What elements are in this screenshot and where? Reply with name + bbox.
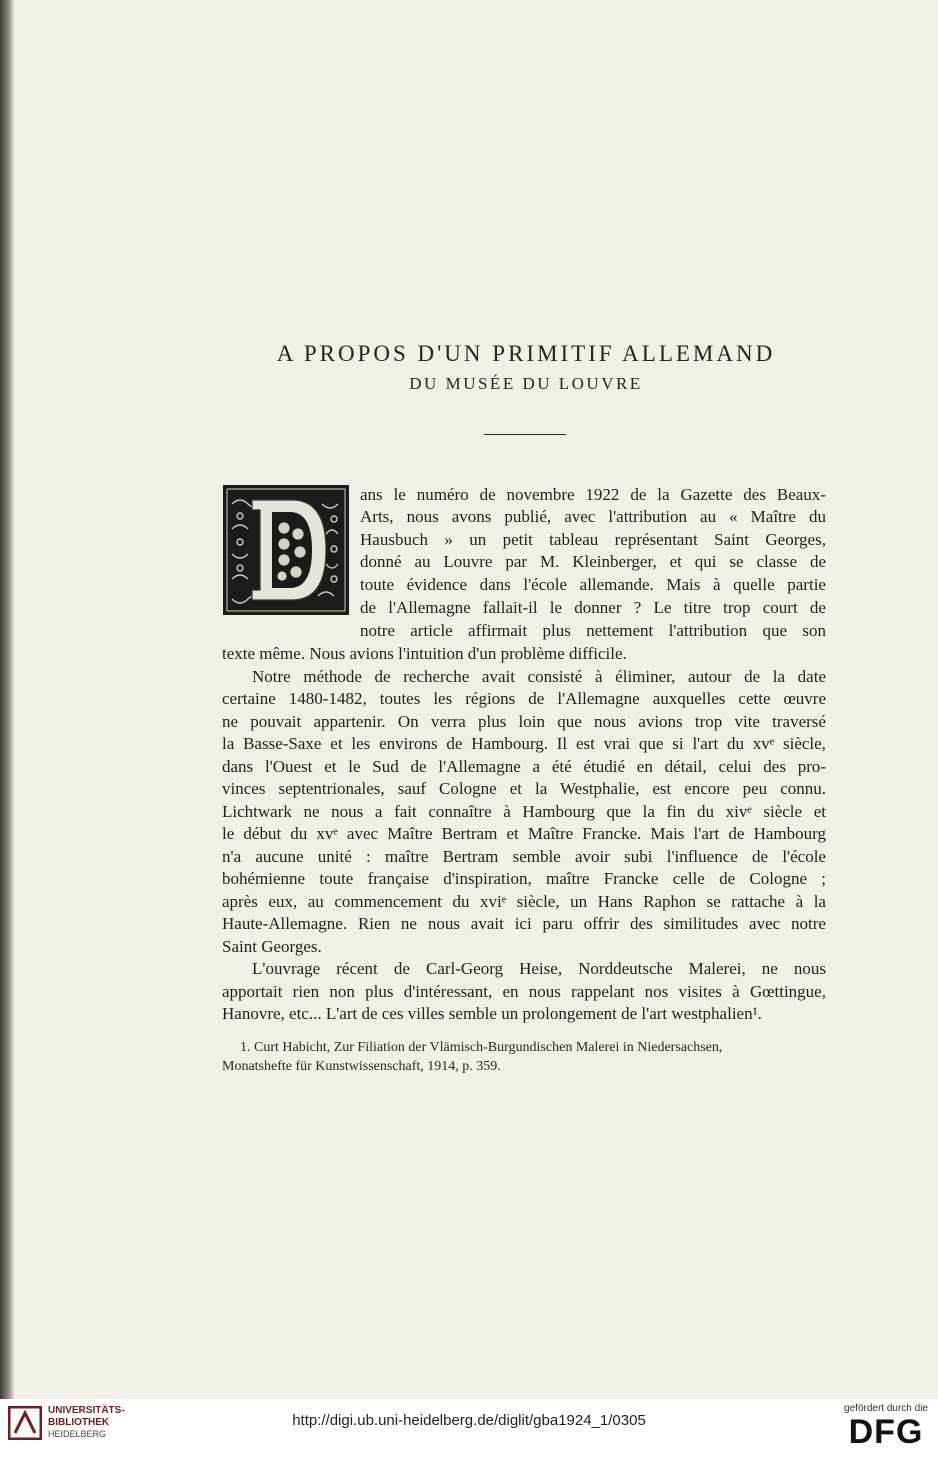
body-line: Notre méthode de recherche avait consisté à éliminer, autour de la date: [252, 667, 827, 686]
body-line: la Basse-Saxe et les environs de Hambourg. Il est vrai que si l'art du xvᵉ siècle,: [222, 734, 826, 753]
body-line: L'ouvrage récent de Carl-Georg Heise, Norddeutsche Malerei, ne nous: [252, 959, 826, 978]
body-line: vinces septentrionales, sauf Cologne et la Westphalie, est encore peu connu.: [222, 779, 826, 798]
title-rule: [484, 434, 566, 435]
body-line: texte même. Nous avions l'intuition d'un problème difficile.: [222, 644, 627, 663]
body-line: Hanovre, etc... L'art de ces villes semble un prolongement de l'art westphalien¹.: [222, 1004, 762, 1023]
dfg-logo: DFG: [848, 1413, 924, 1451]
body-line: Hausbuch » un petit tableau représentant Saint Georges,: [360, 530, 826, 549]
sponsor-caption: gefördert durch die: [844, 1403, 928, 1414]
body-line: le début du xvᵉ avec Maître Bertram et Maître Francke. Mais l'art de Hambourg: [222, 824, 826, 843]
footnote-line: Monatshefte für Kunstwissenschaft, 1914, p. 359.: [222, 1059, 501, 1074]
body-line: apportait rien non plus d'intéressant, en nous rappelant nos visites à Gœttingue,: [222, 982, 826, 1001]
drop-cap-ornament: [222, 484, 350, 616]
body-line: de l'Allemagne fallait-il le donner ? Le titre trop court de: [360, 598, 826, 617]
body-line: Arts, nous avons publié, avec l'attribution au « Maître du: [360, 507, 827, 526]
viewer-footer-bar: [0, 1399, 938, 1469]
body-line: donné au Louvre par M. Kleinberger, et qui se classe de: [360, 552, 826, 571]
article-title: A PROPOS D'UN PRIMITIF ALLEMAND: [276, 341, 776, 366]
permalink-url[interactable]: http://digi.ub.uni-heidelberg.de/diglit/gba1924_1/0305: [292, 1412, 646, 1429]
body-line: après eux, au commencement du xviᵉ siècle, un Hans Raphon se rattache à la: [222, 892, 826, 911]
library-name-line3: HEIDELBERG: [48, 1429, 107, 1439]
body-line: dans l'Ouest et le Sud de l'Allemagne a été étudié en détail, celui des pro-: [222, 757, 827, 776]
body-line: n'a aucune unité : maître Bertram semble avoir subi l'influence de l'école: [222, 847, 826, 866]
body-line: ans le numéro de novembre 1922 de la Gazette des Beaux-: [360, 485, 826, 504]
body-line: Saint Georges.: [222, 937, 322, 956]
body-line: certaine 1480-1482, toutes les régions de l'Allemagne auxquelles cette œuvre: [222, 689, 827, 708]
body-line: Lichtwark ne nous a fait connaître à Hambourg que la fin du xivᵉ siècle et: [222, 802, 826, 821]
body-line: toute évidence dans l'école allemande. Mais à quelle partie: [360, 575, 826, 594]
body-line: notre article affirmait plus nettement l'attribution que son: [360, 621, 827, 640]
article-subtitle: DU MUSÉE DU LOUVRE: [409, 374, 643, 393]
body-line: ne pouvait appartenir. On verra plus loin que nous avions trop vite traversé: [222, 712, 826, 731]
sponsor-logo[interactable]: [844, 1403, 928, 1450]
footnote-line: 1. Curt Habicht, Zur Filiation der Vlämisch-Burgundischen Malerei in Niedersachsen,: [240, 1040, 723, 1055]
library-name-line2: BIBLIOTHEK: [48, 1417, 110, 1428]
body-line: Haute-Allemagne. Rien ne nous avait ici paru offrir des similitudes avec notre: [222, 914, 826, 933]
body-line: bohémienne toute française d'inspiration, maître Francke celle de Cologne ;: [222, 869, 827, 888]
library-name-line1: UNIVERSITÄTS-: [48, 1405, 125, 1416]
